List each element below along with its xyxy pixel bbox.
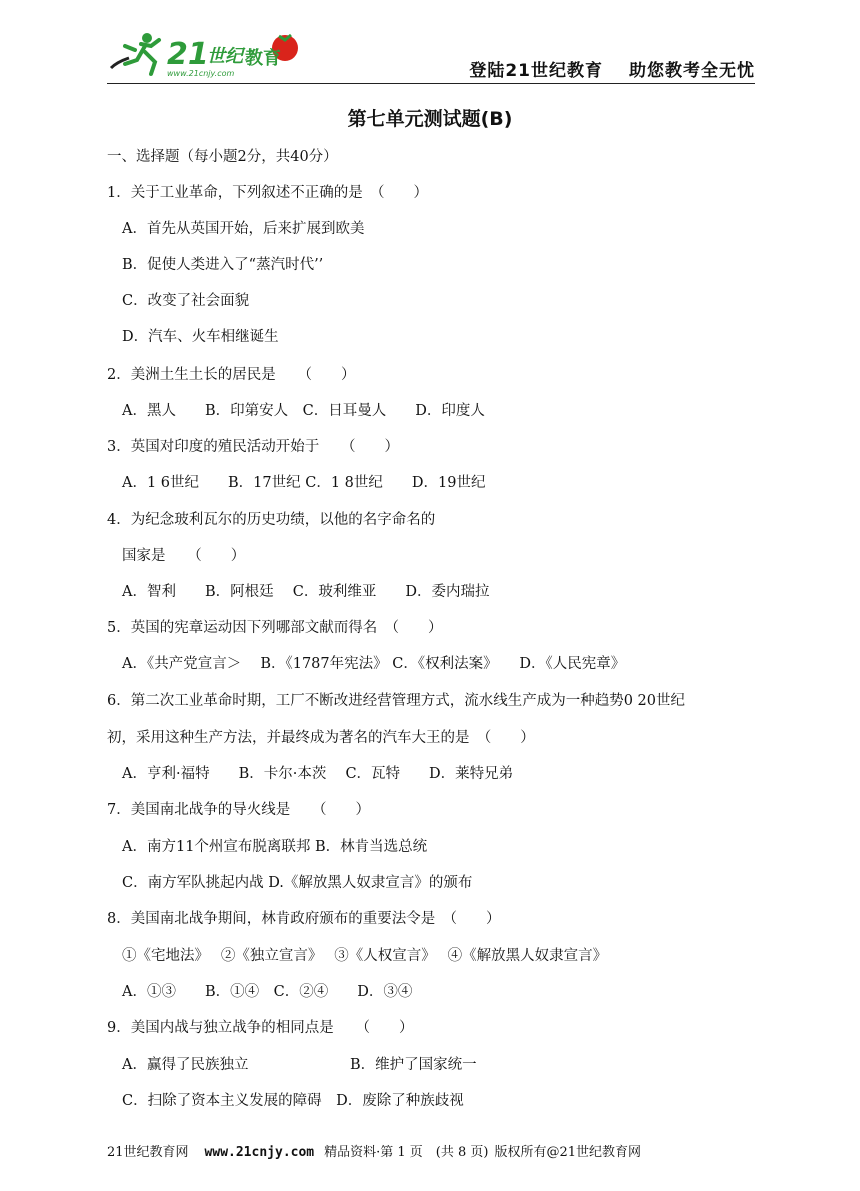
slogan-helper: 助您教考全无忧 bbox=[629, 61, 755, 81]
page-title: 第七单元测试题(B) bbox=[347, 108, 513, 130]
option-line: C．扫除了资本主义发展的障碍 D．废除了种族歧视 bbox=[122, 1093, 464, 1109]
question-7: 7．美国南北战争的导火线是 （ ） bbox=[107, 802, 370, 818]
section-heading: 一、选择题（每小题2分，共40分） bbox=[107, 149, 338, 165]
question-1: 1．关于工业革命，下列叙述不正确的是 （ ） bbox=[107, 185, 428, 201]
option-line: B．促使人类进入了“蒸汽时代’’ bbox=[122, 257, 324, 273]
21cnjy-logo bbox=[107, 28, 307, 80]
option-line: A．南方11个州宣布脱离联邦 B．林肯当选总统 bbox=[122, 839, 428, 855]
footer-site-url: www.21cnjy.com bbox=[204, 1145, 315, 1160]
option-line: A．1 6世纪 B．17世纪 C．1 8世纪 D．19世纪 bbox=[122, 475, 486, 491]
footer-page-number: 精品资料·第 1 页 (共 8 页) bbox=[324, 1145, 489, 1160]
header-slogans bbox=[469, 56, 755, 81]
question-6: 6．第二次工业革命时期，工厂不断改进经营管理方式，流水线生产成为一种趋势0 20世纪 bbox=[107, 693, 686, 709]
svg-text:教育: 教育 bbox=[245, 48, 281, 69]
option-line: ①《宅地法》 ②《独立宣言》 ③《人权宣言》 ④《解放黑人奴隶宣言》 bbox=[122, 948, 608, 964]
question-6-cont: 初，采用这种生产方法，并最终成为著名的汽车大王的是 （ ） bbox=[107, 730, 535, 746]
option-line: A．智利 B．阿根廷 C．玻利维亚 D．委内瑞拉 bbox=[122, 584, 490, 600]
question-8: 8．美国南北战争期间，林肯政府颁布的重要法令是 （ ） bbox=[107, 911, 501, 927]
option-line: A．首先从英国开始，后来扩展到欧美 bbox=[122, 221, 365, 237]
header-divider bbox=[107, 83, 755, 84]
question-9: 9．美国内战与独立战争的相同点是 （ ） bbox=[107, 1020, 414, 1036]
svg-text:www.21cnjy.com: www.21cnjy.com bbox=[167, 69, 235, 78]
page-header bbox=[107, 28, 755, 84]
option-line: A．赢得了民族独立 B．维护了国家统一 bbox=[122, 1057, 477, 1073]
option-line: C．南方军队挑起内战 D.《解放黑人奴隶宣言》的颁布 bbox=[122, 875, 473, 891]
option-line: C．改变了社会面貌 bbox=[122, 293, 250, 309]
option-line: A．①③ B．①④ C．②④ D．③④ bbox=[122, 984, 413, 1000]
footer-copyright: 版权所有@21世纪教育网 bbox=[494, 1145, 642, 1160]
question-4: 4．为纪念玻利瓦尔的历史功绩，以他的名字命名的 bbox=[107, 512, 436, 528]
svg-text:世纪: 世纪 bbox=[207, 46, 243, 67]
question-2: 2．美洲土生土长的居民是 （ ） bbox=[107, 367, 356, 383]
option-line: A．黑人 B．印第安人 C．日耳曼人 D．印度人 bbox=[122, 403, 485, 419]
question-5: 5．英国的宪章运动因下列哪部文献而得名 （ ） bbox=[107, 620, 443, 636]
option-line: D．汽车、火车相继诞生 bbox=[122, 329, 279, 345]
footer-site-name: 21世纪教育网 bbox=[107, 1145, 189, 1160]
question-4-cont: 国家是 （ ） bbox=[122, 548, 246, 564]
option-line: A．亨利·福特 B．卡尔·本茨 C．瓦特 D．莱特兄弟 bbox=[122, 766, 514, 782]
question-3: 3．英国对印度的殖民活动开始于 （ ） bbox=[107, 439, 399, 455]
option-line: A．《共产党宣言＞ B．《1787年宪法》 C．《权利法案》 D．《人民宪章》 bbox=[122, 656, 626, 672]
slogan-login: 登陆21世纪教育 bbox=[469, 61, 603, 81]
page-footer bbox=[107, 1141, 647, 1160]
svg-text:21: 21 bbox=[167, 37, 209, 72]
